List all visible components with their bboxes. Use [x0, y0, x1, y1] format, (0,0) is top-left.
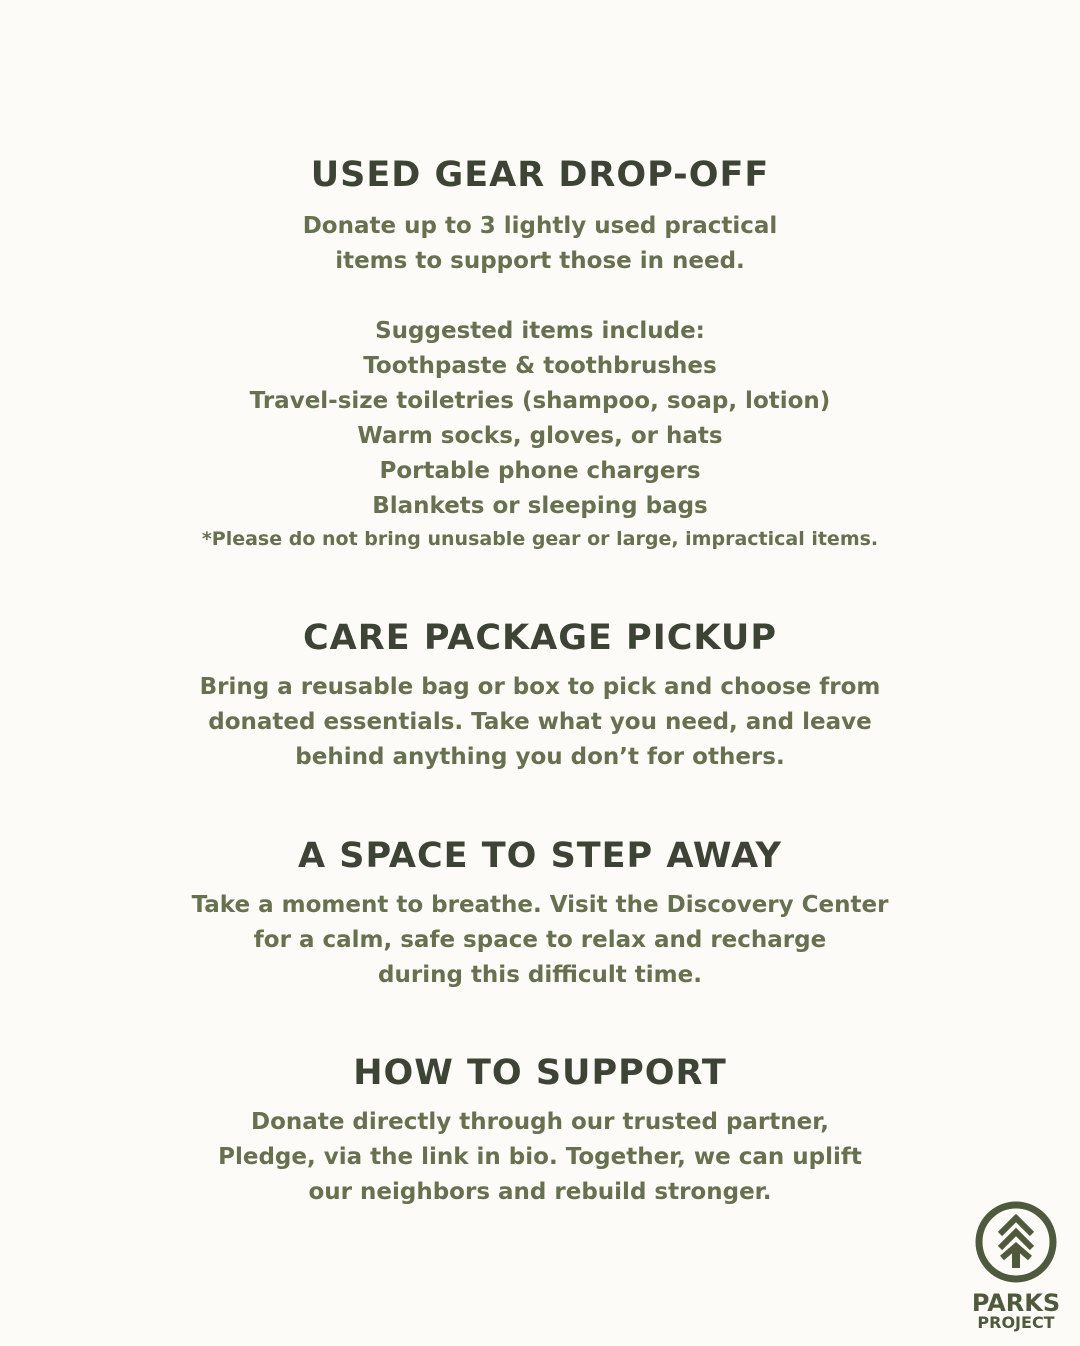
section-care-package-pickup	[0, 618, 1080, 775]
tree-arrow-icon	[968, 1200, 1064, 1284]
body-line: during this difficult time.	[378, 962, 702, 988]
list-heading: Suggested items include:	[375, 318, 705, 344]
body-line: for a calm, safe space to relax and recharge	[253, 927, 827, 953]
logo-text-project: PROJECT	[977, 1313, 1055, 1332]
section-space-to-step-away	[0, 836, 1080, 993]
section-heading: HOW TO SUPPORT	[353, 1053, 727, 1093]
section-heading: CARE PACKAGE PICKUP	[303, 618, 777, 658]
list-item: Warm socks, gloves, or hats	[357, 423, 723, 449]
body-line: Donate directly through our trusted partner,	[251, 1109, 829, 1135]
logo-text-parks: PARKS	[971, 1289, 1061, 1317]
body-line: Bring a reusable bag or box to pick and choose from	[199, 674, 881, 700]
section-heading: A SPACE TO STEP AWAY	[297, 836, 783, 876]
body-line: Pledge, via the link in bio. Together, we can uplift	[218, 1144, 862, 1170]
body-line: donated essentials. Take what you need, and leave	[208, 709, 872, 735]
body-line: Take a moment to breathe. Visit the Discovery Center	[191, 892, 889, 918]
list-item: Blankets or sleeping bags	[372, 493, 708, 519]
body-line: items to support those in need.	[335, 248, 745, 274]
disclaimer-note: *Please do not bring unusable gear or large, impractical items.	[201, 528, 879, 550]
section-used-gear-drop-off	[0, 155, 1080, 554]
section-heading: USED GEAR DROP-OFF	[310, 155, 770, 195]
parks-project-logo	[968, 1200, 1064, 1332]
body-line: Donate up to 3 lightly used practical	[302, 213, 778, 239]
body-line: our neighbors and rebuild stronger.	[308, 1179, 772, 1205]
list-item: Portable phone chargers	[379, 458, 701, 484]
body-line: behind anything you don’t for others.	[295, 744, 785, 770]
list-item: Travel-size toiletries (shampoo, soap, lotion)	[249, 388, 831, 414]
list-item: Toothpaste & toothbrushes	[363, 353, 717, 379]
section-how-to-support	[0, 1053, 1080, 1210]
